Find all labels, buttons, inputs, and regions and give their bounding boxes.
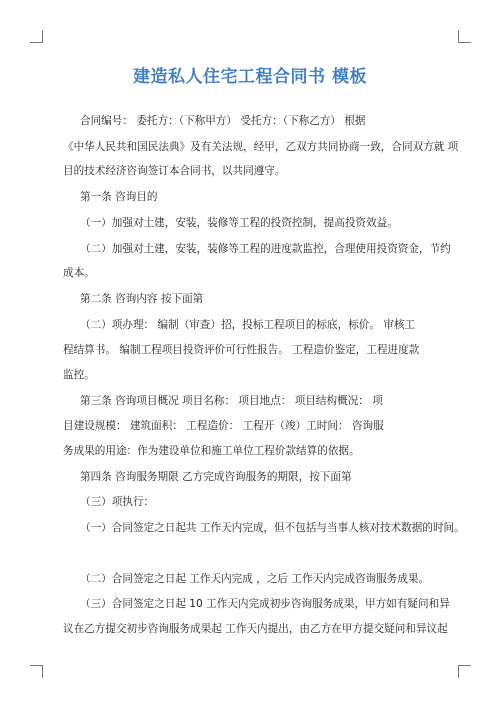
contract-header-line: 合同编号： 委托方：（下称甲方） 受托方：（下称乙方） 根据 (80, 115, 366, 127)
paragraph-line: 目的技术经济咨询签订本合同书，以共同遵守。 (63, 165, 286, 177)
article-heading: 第三条 咨询项目概况 项目名称： 项目地点： 项目结构概况： 项 (80, 395, 383, 407)
article-heading: 第二条 咨询内容 按下面第 (80, 293, 204, 305)
paragraph-line: 监控。 (63, 369, 95, 381)
paragraph-line: （一）加强对土建，安装，装修等工程的投资控制，提高投资效益。 (80, 217, 398, 229)
document-title: 建造私人住宅工程合同书 模板 (133, 67, 367, 87)
crop-mark-top-right (458, 30, 471, 43)
paragraph-line: （二）加强对土建，安装，装修等工程的进度款监控，合理使用投资资金，节约 (80, 243, 451, 255)
paragraph-line: 程结算书。 编制工程项目投资评价可行性报告。 工程造价鉴定，工程进度款 (63, 344, 420, 356)
article-heading: 第一条 咨询目的 (80, 191, 158, 203)
paragraph-line: （三）项执行： (80, 496, 155, 508)
paragraph-line: 成本。 (63, 267, 95, 279)
paragraph-line: （一）合同签定之日起共 工作天内完成，但不包括与当事人核对技术数据的时间。 (80, 522, 465, 534)
article-heading: 第四条 咨询服务期限 乙方完成咨询服务的期限，按下面第 (80, 471, 352, 483)
paragraph-line: （二）项办理： 编制（审查）招，投标工程项目的标底，标价。 审核工 (80, 319, 416, 331)
paragraph-line: 《中华人民共和国民法典》及有关法规，经甲，乙双方共同协商一致，合同双方就 项 (63, 141, 459, 153)
crop-mark-top-left (30, 30, 43, 43)
paragraph-line: 务成果的用途：作为建设单位和施工单位工程价款结算的依据。 (63, 445, 360, 457)
paragraph-line: 目建设规模： 建筑面积： 工程造价： 工程开（竣）工时间： 咨询服 (63, 420, 384, 432)
crop-mark-bottom-right (458, 665, 471, 678)
paragraph-line: 议在乙方提交初步咨询服务成果起 工作天内提出，由乙方在甲方提交疑问和异议起 (63, 623, 448, 635)
crop-mark-bottom-left (30, 665, 43, 678)
paragraph-line: （三）合同签定之日起 10 工作天内完成初步咨询服务成果，甲方如有疑问和异 (80, 598, 450, 610)
paragraph-line: （二）合同签定之日起 工作天内完成 ，之后 工作天内完成咨询服务成果。 (80, 573, 430, 585)
